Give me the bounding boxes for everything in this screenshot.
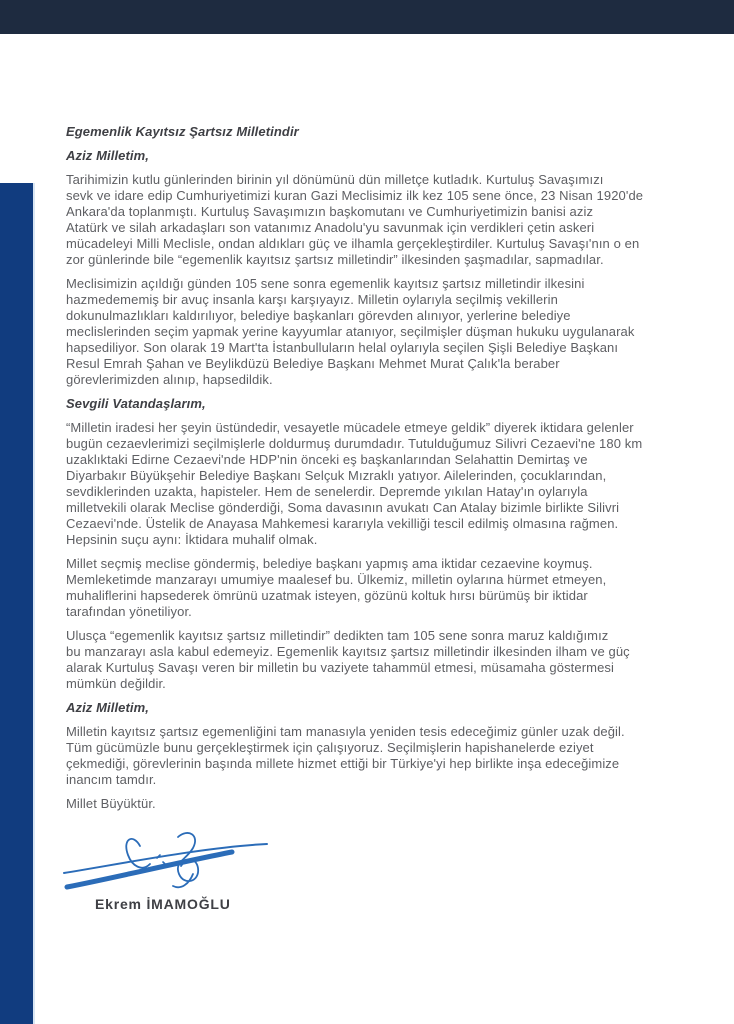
- paragraph-line: Milletin kayıtsız şartsız egemenliğini tam manasıyla yeniden tesis edeceğimiz günler uzak değil.: [66, 724, 625, 739]
- signature-icon: [60, 831, 275, 893]
- letter-heading: Sevgili Vatandaşlarım,: [66, 396, 206, 411]
- paragraph-line: “Milletin iradesi her şeyin üstündedir, vesayetle mücadele etmeye geldik” diyerek iktidara gelenler: [66, 420, 634, 435]
- paragraph-line: Resul Emrah Şahan ve Beylikdüzü Belediye Başkanı Mehmet Murat Çalık'la beraber: [66, 356, 560, 371]
- paragraph-line: Tarihimizin kutlu günlerinden birinin yıl dönümünü dün milletçe kutladık. Kurtuluş Savaşımızı: [66, 172, 604, 187]
- letter-paragraph: [66, 420, 686, 548]
- paragraph-line: uzaklıktaki Edirne Cezaevi'nde HDP'nin önceki eş başkanlarından Selahattin Demirtaş ve: [66, 452, 588, 467]
- letter-paragraph: [66, 276, 686, 388]
- paragraph-line: Ulusça “egemenlik kayıtsız şartsız milletindir” dedikten tam 105 sene sonra maruz kaldığımız: [66, 628, 609, 643]
- paragraph-line: sevk ve idare edip Cumhuriyetimizi kuran Gazi Meclisimiz ilk kez 105 sene önce, 23 Nisan 1920'de: [66, 188, 644, 203]
- paragraph-line: alarak Kurtuluş Savaşı veren bir milletin bu vaziyete tahammül etmesi, müsamaha göstermesi: [66, 660, 615, 675]
- letter-heading: Aziz Milletim,: [66, 148, 150, 163]
- paragraph-line: tarafından yönetiliyor.: [66, 604, 192, 619]
- paragraph-line: milletvekili olarak Meclise gönderdiği, Soma davasının avukatı Can Atalay bizimle birlikte Silivri: [66, 500, 620, 515]
- paragraph-line: Memleketimde manzarayı umumiye maalesef bu. Ülkemiz, milletin oylarına hürmet etmeyen,: [66, 572, 607, 587]
- paragraph-line: Meclisimizin açıldığı günden 105 sene sonra egemenlik kayıtsız şartsız milletindir ilkesini: [66, 276, 585, 291]
- paragraph-line: bu manzarayı asla kabul edemeyiz. Egemenlik kayıtsız şartsız milletindir ilkesinden ilham ve güç: [66, 644, 630, 659]
- left-accent-stripe: [0, 183, 35, 1024]
- paragraph-line: sevdiklerinden uzakta, hapisteler. Hem de senelerdir. Depremde yıkılan Hatay'ın oylarıyla: [66, 484, 588, 499]
- letter-paragraph: [66, 724, 686, 788]
- paragraph-line: Diyarbakır Büyükşehir Belediye Başkanı Selçuk Mızraklı yatıyor. Ailelerinden, çocuklarından,: [66, 468, 607, 483]
- letter-paragraph: [66, 556, 686, 620]
- letter-paragraph: [66, 172, 686, 268]
- letter-paragraph: [66, 628, 686, 692]
- paragraph-line: Millet seçmiş meclise göndermiş, belediye başkanı yapmış ama iktidar cezaevine koymuş.: [66, 556, 593, 571]
- letter-heading: Aziz Milletim,: [66, 700, 150, 715]
- paragraph-line: çekmediği, görevlerinin başında millete hizmet ettiği bir Türkiye'yi hep birlikte inşa edeceğimize: [66, 756, 620, 771]
- paragraph-line: görevlerimizden alınıp, hapsedildik.: [66, 372, 273, 387]
- letter-body: [66, 124, 686, 820]
- paragraph-line: mümkün değildir.: [66, 676, 166, 691]
- paragraph-line: meclislerinden seçim yapmak yerine kayyumlar atanıyor, seçilmişler düşman hukuku uygulanarak: [66, 324, 635, 339]
- paragraph-line: Atatürk ve silah arkadaşları son vatanımız Anadolu'yu savunmak için verdikleri çetin askeri: [66, 220, 595, 235]
- letter-heading: Egemenlik Kayıtsız Şartsız Milletindir: [66, 124, 299, 139]
- paragraph-line: Tüm gücümüzle bunu gerçekleştirmek için çalışıyoruz. Seçilmişlerin hapishanelerde eziyet: [66, 740, 594, 755]
- paragraph-line: bugün cezaevlerimizi seçilmişlerle doldurmuş durumdadır. Tutulduğumuz Silivri Cezaevi'ne 180 km: [66, 436, 643, 451]
- top-banner: [0, 0, 734, 34]
- paragraph-line: Cezaevi'nde. Üstelik de Anayasa Mahkemesi kararıyla vekilliği tescil edilmiş olmasına rağmen.: [66, 516, 619, 531]
- paragraph-line: dokunulmazlıkları kaldırılıyor, belediye başkanları görevden alınıyor, yerlerine belediye: [66, 308, 571, 323]
- paragraph-line: hazmedememiş bir avuç insanla karşı karşıyayız. Milletin oylarıyla seçilmiş vekillerin: [66, 292, 558, 307]
- paragraph-line: Millet Büyüktür.: [66, 796, 156, 811]
- paragraph-line: Hepsinin suçu aynı: İktidara muhalif olmak.: [66, 532, 318, 547]
- signature-block: [60, 831, 290, 912]
- paragraph-line: mücadeleyi Milli Meclisle, ondan aldıkları güç ve ilhamla gerçekleştirdiler. Kurtuluş Savaşı'nın o en: [66, 236, 640, 251]
- paragraph-line: Ankara'da toplanmıştı. Kurtuluş Savaşımızın başkomutanı ve Cumhuriyetimizin banisi aziz: [66, 204, 594, 219]
- letter-paragraph: [66, 796, 686, 812]
- signer-name: Ekrem İMAMOĞLU: [95, 896, 231, 912]
- paragraph-line: muhaliflerini hapsederek ömrünü uzatmak isteyen, gözünü koltuk hırsı bürümüş bir iktidar: [66, 588, 588, 603]
- paragraph-line: hapsediliyor. Son olarak 19 Mart'ta İstanbulluların helal oylarıyla seçilen Şişli Belediye Başkanı: [66, 340, 619, 355]
- paragraph-line: zor günlerinde bile “egemenlik kayıtsız şartsız milletindir” ilkesinden şaşmadılar, sapmadılar.: [66, 252, 604, 267]
- paragraph-line: inancım tamdır.: [66, 772, 157, 787]
